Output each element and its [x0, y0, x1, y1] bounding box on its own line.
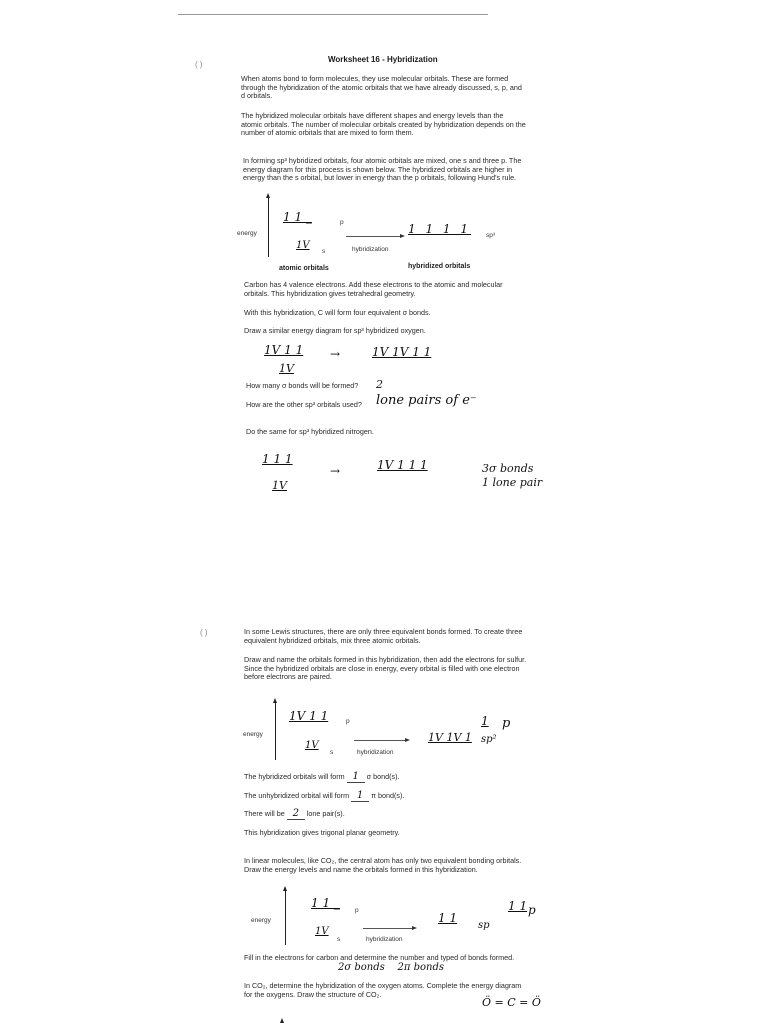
energy-label: energy — [243, 731, 263, 738]
page-title: Worksheet 16 - Hybridization — [328, 55, 438, 64]
sp-label: sp — [478, 920, 490, 931]
s-label: s — [337, 936, 341, 943]
sp2-label: sp² — [481, 734, 497, 745]
lone-line-pre: There will be — [244, 809, 285, 818]
fill-electrons-paragraph: Fill in the electrons for carbon and determine the number and typed of bonds formed. — [244, 953, 515, 962]
unhybridized-p-orbital: 1 — [481, 714, 489, 728]
carbon-bonds-line: With this hybridization, C will form four equivalent σ bonds. — [244, 308, 431, 317]
carbon-paragraph: Carbon has 4 valence electrons. Add these electrons to the atomic and molecular orbitals. This hybridization gives tetrahedral geometry. — [244, 280, 503, 298]
answer-other-orbitals: lone pairs of e⁻ — [376, 393, 477, 408]
atomic-orbitals-caption: atomic orbitals — [279, 265, 329, 272]
hybridization-arrow — [363, 928, 413, 929]
sigma-line-pre: The hybridized orbitals will form — [244, 772, 345, 781]
nitrogen-p-orbitals: 1 1 1 — [262, 452, 293, 466]
question-other-orbitals: How are the other sp³ orbitals used? — [246, 400, 362, 409]
intro-paragraph-2: The hybridized molecular orbitals have different shapes and energy levels than the atomic orbitals. The number of molecular orbitals created by hybridization depends on the number of atomic orbitals that are mixed to form them. — [241, 111, 526, 138]
energy-axis — [285, 890, 286, 945]
sp2-orbitals: 1V 1V 1 — [428, 731, 472, 744]
pi-line-post: π bond(s). — [371, 791, 405, 800]
p-label: p — [355, 907, 359, 914]
trigonal-planar-line: This hybridization gives trigonal planar geometry. — [244, 828, 400, 837]
hybridization-label: hybridization — [357, 749, 394, 756]
linear-paragraph: In linear molecules, like CO₂, the central atom has only two equivalent bonding orbitals. Draw the energy levels and name the orbitals formed in this hybridization. — [244, 856, 522, 874]
intro-paragraph-1: When atoms bond to form molecules, they use molecular orbitals. These are formed through the hybridization of the atomic orbitals that we have already discussed, s, p, and d orbitals. — [241, 74, 522, 101]
s-label: s — [330, 749, 334, 756]
energy-label: energy — [251, 917, 271, 924]
unhybridized-p-orbitals: 1 1 — [508, 899, 528, 913]
unhybridized-p-label: p — [502, 716, 511, 731]
hybridization-arrow — [354, 740, 406, 741]
hybridization-label: hybridization — [352, 246, 389, 253]
nitrogen-note-bonds: 3σ bonds — [482, 462, 534, 475]
question-sigma-bonds: How many σ bonds will be formed? — [246, 381, 359, 390]
energy-axis — [275, 702, 276, 760]
scan-streak — [178, 14, 488, 15]
answer-sigma-bonds: 2 — [376, 378, 383, 391]
s-orbital: 1V — [305, 740, 319, 751]
margin-mark-top: ( ) — [195, 60, 203, 69]
lone-line-post: lone pair(s). — [306, 809, 345, 818]
oxygen-p-orbitals: 1V 1 1 — [264, 343, 304, 357]
hybridization-label: hybridization — [366, 936, 403, 943]
p-orbitals: 1 1 _ — [311, 896, 340, 910]
nitrogen-arrow: → — [330, 464, 341, 478]
sp-orbitals: 1 1 — [438, 911, 458, 925]
fill-electrons-answer: 2σ bonds 2π bonds — [338, 962, 444, 973]
unhybridized-p-label: p — [528, 903, 536, 917]
p-label: p — [346, 718, 350, 725]
sigma-bonds-line — [244, 773, 464, 783]
sp3-label: sp³ — [486, 232, 496, 239]
sp3-paragraph: In forming sp³ hybridized orbitals, four atomic orbitals are mixed, one s and three p. The energy diagram for this process is shown below. The hybridized orbitals are higher in energy than the s orbital, but lower in energy than the p orbitals, following Hund's rule. — [243, 156, 522, 183]
sp3-orbitals: 1 1 1 1 — [408, 222, 471, 236]
energy-label: energy — [237, 230, 257, 237]
s-orbital: 1V — [296, 240, 310, 251]
p-orbitals: 1V 1 1 — [289, 709, 329, 723]
sp2-paragraph-2: Draw and name the orbitals formed in this hybridization, then add the electrons for sulfur. Since the hybridized orbitals are close in energy, every orbital is filled with one electron before electrons are paired. — [244, 655, 527, 682]
pi-line-pre: The unhybridized orbital will form — [244, 791, 350, 800]
margin-mark-middle: ( ) — [200, 628, 208, 637]
hybridized-orbitals-caption: hybridized orbitals — [408, 263, 471, 270]
co2-structure: Ö = C = Ö — [482, 996, 541, 1009]
p-orbitals: 1 1 _ — [283, 210, 312, 224]
nitrogen-prompt: Do the same for sp³ hybridized nitrogen. — [246, 427, 374, 436]
oxygen-arrow: → — [330, 347, 341, 361]
lone-pairs-line — [244, 810, 464, 820]
co2-paragraph: In CO₂, determine the hybridization of the oxygen atoms. Complete the energy diagram for the oxygens. Draw the structure of CO₂. — [244, 981, 522, 999]
lone-line-answer[interactable]: 2 — [287, 810, 305, 820]
energy-axis — [268, 197, 269, 257]
sp2-paragraph-1: In some Lewis structures, there are only three equivalent bonds formed. To create three equivalent hybridized orbitals, mix three atomic orbitals. — [244, 627, 523, 645]
nitrogen-note-lone-pair: 1 lone pair — [482, 476, 543, 489]
s-label: s — [322, 248, 326, 255]
oxygen-prompt: Draw a similar energy diagram for sp³ hybridized oxygen. — [244, 326, 426, 335]
sigma-line-answer[interactable]: 1 — [347, 773, 365, 783]
oxygen-s-orbital: 1V — [279, 362, 294, 375]
pi-line-answer[interactable]: 1 — [351, 792, 369, 802]
bottom-axis-arrow — [280, 1018, 284, 1023]
p-label: p — [340, 219, 344, 226]
hybridization-arrow — [346, 236, 401, 237]
nitrogen-hybrid-orbitals: 1V 1 1 1 — [377, 458, 428, 472]
pi-bonds-line — [244, 792, 464, 802]
nitrogen-s-orbital: 1V — [272, 479, 287, 492]
oxygen-hybrid-orbitals: 1V 1V 1 1 — [372, 345, 432, 359]
s-orbital: 1V — [315, 926, 329, 937]
sigma-line-post: σ bond(s). — [366, 772, 400, 781]
